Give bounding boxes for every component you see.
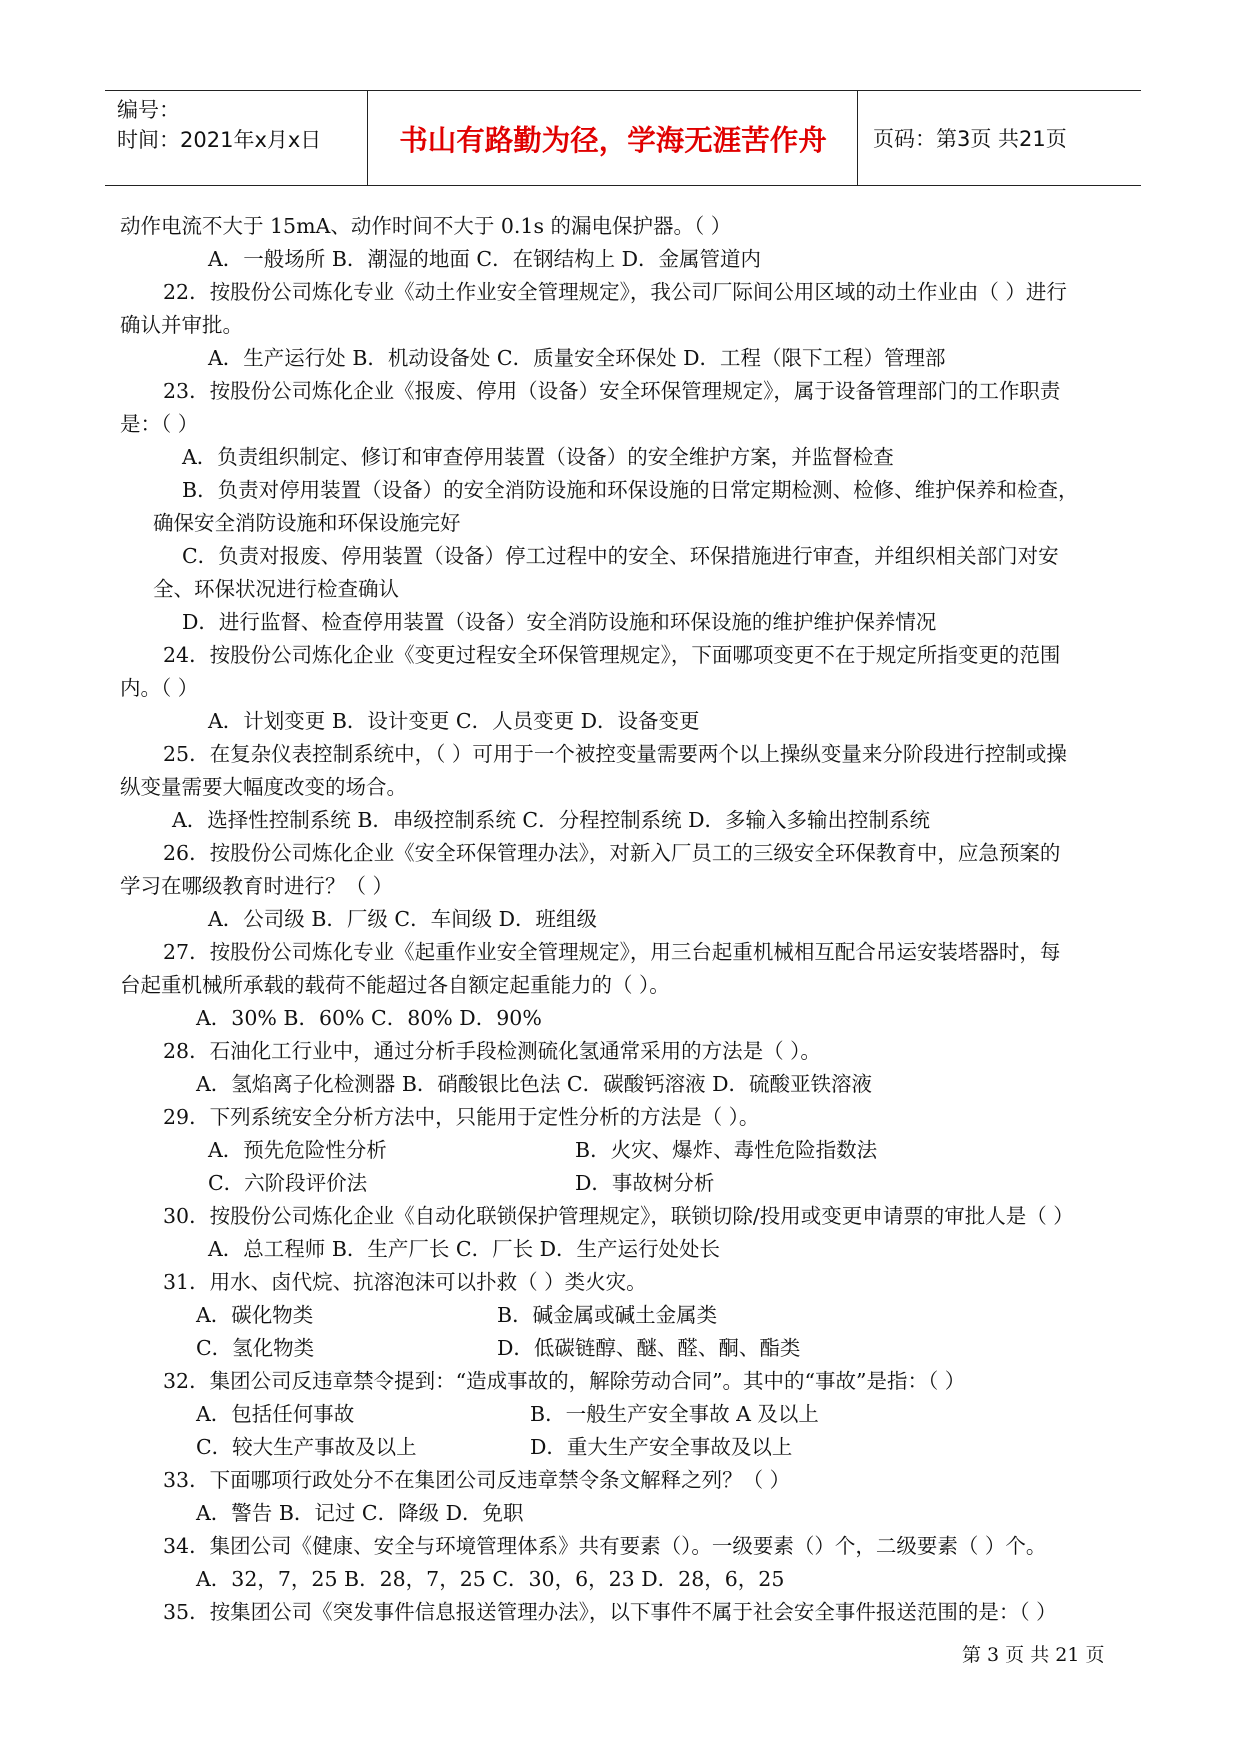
text-line: C．负责对报废、停用装置（设备）停工过程中的安全、环保措施进行审查，并组织相关部门对安 <box>182 544 1059 568</box>
text-line: B．负责对停用装置（设备）的安全消防设施和环保设施的日常定期检测、检修、维护保养和检查， <box>182 478 1079 502</box>
text-line: C．六阶段评价法 <box>208 1171 368 1195</box>
text-line: 台起重机械所承载的载荷不能超过各自额定起重能力的（ ）。 <box>120 973 670 997</box>
text-line: A．30% B．60% C．80% D．90% <box>196 1006 542 1030</box>
text-line: 是：（ ） <box>120 412 199 436</box>
text-line: A．总工程师 B．生产厂长 C．厂长 D．生产运行处处长 <box>208 1237 721 1261</box>
text-line: A．公司级 B．厂级 C．车间级 D．班组级 <box>208 907 598 931</box>
text-line: 确保安全消防设施和环保设施完好 <box>153 511 461 535</box>
text-line: A．一般场所 B．潮湿的地面 C．在钢结构上 D．金属管道内 <box>208 247 762 271</box>
text-line: A．负责组织制定、修订和审查停用装置（设备）的安全维护方案，并监督检查 <box>182 445 894 469</box>
text-line: D．重大生产安全事故及以上 <box>530 1435 793 1459</box>
text-line: 33．下面哪项行政处分不在集团公司反违章禁令条文解释之列？（ ） <box>163 1468 791 1492</box>
text-line: 27．按股份公司炼化专业《起重作业安全管理规定》，用三台起重机械相互配合吊运安装塔器时，每 <box>163 940 1061 964</box>
text-line: 纵变量需要大幅度改变的场合。 <box>120 775 407 799</box>
text-line: A．计划变更 B．设计变更 C．人员变更 D．设备变更 <box>208 709 700 733</box>
text-line: 全、环保状况进行检查确认 <box>153 577 399 601</box>
text-line: 30．按股份公司炼化企业《自动化联锁保护管理规定》，联锁切除/投用或变更申请票的审批人是（ ） <box>163 1204 1074 1228</box>
document-number-label: 编号： <box>117 98 180 122</box>
header-motto: 书山有路勤为径，学海无涯苦作舟 <box>399 123 827 157</box>
text-line: 31．用水、卤代烷、抗溶泡沫可以扑救（ ）类火灾。 <box>163 1270 647 1294</box>
text-line: 24．按股份公司炼化企业《变更过程安全环保管理规定》，下面哪项变更不在于规定所指变更的范围 <box>163 643 1061 667</box>
text-line: B．碱金属或碱土金属类 <box>497 1303 718 1327</box>
text-line: 22．按股份公司炼化专业《动土作业安全管理规定》，我公司厂际间公用区域的动土作业由（ ）进行 <box>163 280 1067 304</box>
text-line: D．低碳链醇、醚、醛、酮、酯类 <box>497 1336 801 1360</box>
text-line: D．事故树分析 <box>575 1171 715 1195</box>
text-line: A．氢焰离子化检测器 B．硝酸银比色法 C．碳酸钙溶液 D．硫酸亚铁溶液 <box>196 1072 873 1096</box>
text-line: C．较大生产事故及以上 <box>196 1435 417 1459</box>
text-line: 32．集团公司反违章禁令提到：“造成事故的，解除劳动合同”。其中的“事故”是指：（ ） <box>163 1369 966 1393</box>
text-line: 35．按集团公司《突发事件信息报送管理办法》，以下事件不属于社会安全事件报送范围的是：（ ） <box>163 1600 1057 1624</box>
text-line: A．包括任何事故 <box>196 1402 355 1426</box>
text-line: 23．按股份公司炼化企业《报废、停用（设备）安全环保管理规定》，属于设备管理部门的工作职责 <box>163 379 1061 403</box>
text-line: A．警告 B．记过 C．降级 D．免职 <box>196 1501 524 1525</box>
text-line: 34．集团公司《健康、安全与环境管理体系》共有要素（）。一级要素（）个，二级要素（ ）个。 <box>163 1534 1047 1558</box>
text-line: 动作电流不大于 15mA、动作时间不大于 0.1s 的漏电保护器。（ ） <box>120 214 732 238</box>
text-line: 内。（ ） <box>120 676 199 700</box>
text-line: A．选择性控制系统 B．串级控制系统 C．分程控制系统 D．多输入多输出控制系统 <box>172 808 931 832</box>
text-line: 26．按股份公司炼化企业《安全环保管理办法》，对新入厂员工的三级安全环保教育中，应急预案的 <box>163 841 1061 865</box>
header-page-info: 页码：第3页 共21页 <box>873 127 1067 151</box>
text-line: 确认并审批。 <box>120 313 243 337</box>
page-footer: 第 3 页 共 21 页 <box>962 1644 1105 1666</box>
text-line: B．一般生产安全事故 A 及以上 <box>530 1402 819 1426</box>
text-line: C．氢化物类 <box>196 1336 315 1360</box>
text-line: D．进行监督、检查停用装置（设备）安全消防设施和环保设施的维护维护保养情况 <box>182 610 937 634</box>
text-line: 28．石油化工行业中，通过分析手段检测硫化氢通常采用的方法是（ ）。 <box>163 1039 821 1063</box>
text-line: A．预先危险性分析 <box>208 1138 387 1162</box>
text-line: 学习在哪级教育时进行？（ ） <box>120 874 394 898</box>
text-line: B．火灾、爆炸、毒性危险指数法 <box>575 1138 878 1162</box>
text-line: A．碳化物类 <box>196 1303 314 1327</box>
text-line: 29．下列系统安全分析方法中，只能用于定性分析的方法是（ ）。 <box>163 1105 760 1129</box>
document-time-label: 时间：2021年x月x日 <box>117 128 322 152</box>
text-line: A．生产运行处 B．机动设备处 C．质量安全环保处 D．工程（限下工程）管理部 <box>208 346 946 370</box>
text-line: A．32，7，25 B．28，7，25 C．30，6，23 D．28，6，25 <box>196 1567 785 1591</box>
text-line: 25．在复杂仪表控制系统中，（ ）可用于一个被控变量需要两个以上操纵变量来分阶段进行控制或操 <box>163 742 1067 766</box>
